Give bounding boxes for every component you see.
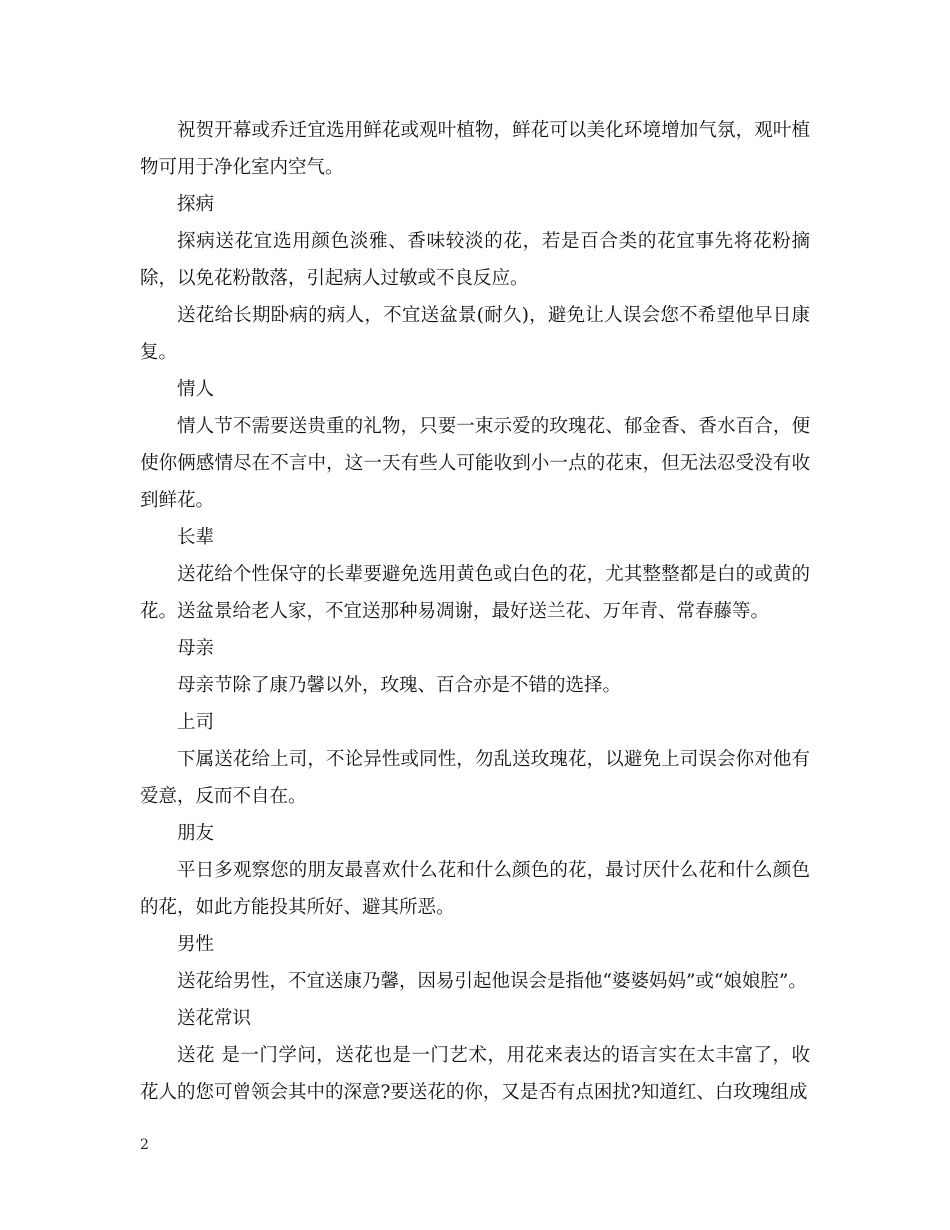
heading-mother: 母亲	[177, 638, 215, 659]
heading-elders: 长辈	[177, 527, 215, 548]
paragraph-men: 送花给男性，不宜送康乃馨，因易引起他误会是指他“婆婆妈妈”或“娘娘腔”。	[177, 971, 807, 992]
heading-flower-knowledge: 送花常识	[177, 1008, 252, 1029]
paragraph-flower-knowledge: 送花 是一门学问，送花也是一门艺术，用花来表达的语言实在太丰富了，收花人的您可曾领会其中的深意?要送花的你，又是否有点困扰?知道红、白玫瑰组成	[140, 1045, 810, 1103]
heading-visiting-sick: 探病	[177, 194, 215, 215]
heading-lovers: 情人	[177, 379, 215, 400]
document-body	[140, 112, 810, 1111]
heading-boss: 上司	[177, 712, 215, 733]
paragraph-boss: 下属送花给上司，不论异性或同性，勿乱送玫瑰花，以避免上司误会你对他有爱意，反而不自在。	[140, 749, 810, 807]
paragraph-visiting-sick: 探病送花宜选用颜色淡雅、香味较淡的花，若是百合类的花宜事先将花粉摘除，以免花粉散落，引起病人过敏或不良反应。	[140, 231, 810, 289]
heading-friends: 朋友	[177, 823, 215, 844]
page-number: 2	[140, 1137, 149, 1153]
paragraph-lovers: 情人节不需要送贵重的礼物，只要一束示爱的玫瑰花、郁金香、香水百合，便使你俩感情尽在不言中，这一天有些人可能收到小一点的花束，但无法忍受没有收到鲜花。	[140, 416, 810, 511]
paragraph-friends: 平日多观察您的朋友最喜欢什么花和什么颜色的花，最讨厌什么花和什么颜色的花，如此方能投其所好、避其所恶。	[140, 860, 810, 918]
paragraph-elders: 送花给个性保守的长辈要避免选用黄色或白色的花，尤其整整都是白的或黄的花。送盆景给老人家，不宜送那种易凋谢，最好送兰花、万年青、常春藤等。	[140, 564, 810, 622]
paragraph-mother: 母亲节除了康乃馨以外，玫瑰、百合亦是不错的选择。	[177, 675, 622, 696]
heading-men: 男性	[177, 934, 215, 955]
paragraph-opening-celebration: 祝贺开幕或乔迁宜选用鲜花或观叶植物，鲜花可以美化环境增加气氛，观叶植物可用于净化室内空气。	[140, 120, 810, 178]
paragraph-long-term-patient: 送花给长期卧病的病人，不宜送盆景(耐久)，避免让人误会您不希望他早日康复。	[140, 305, 810, 363]
